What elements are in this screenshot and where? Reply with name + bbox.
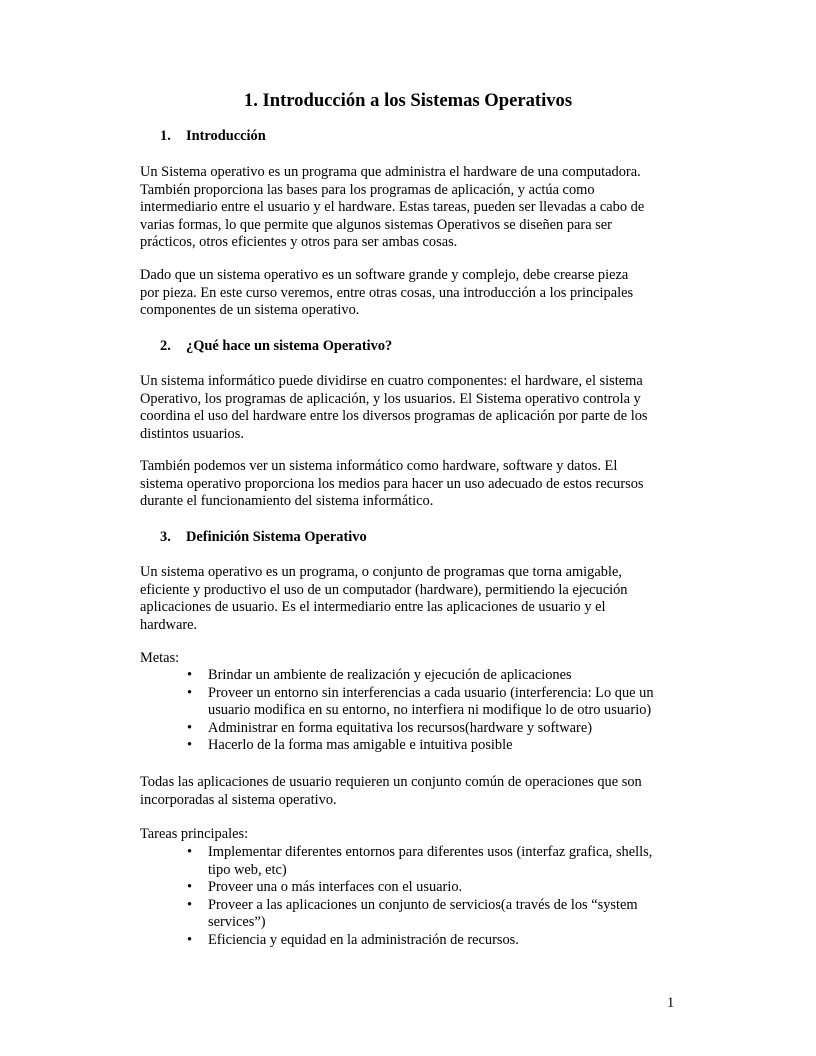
paragraph-intro-1	[140, 164, 680, 252]
text-line: También proporciona las bases para los programas de aplicación, y actúa como	[140, 181, 595, 198]
list-item	[0, 720, 654, 738]
bullet-icon: •	[187, 931, 193, 948]
text-line: Todas las aplicaciones de usuario requieren un conjunto común de operaciones que son	[140, 774, 642, 790]
text-line: componentes de un sistema operativo.	[140, 302, 360, 319]
text-line: services”)	[208, 914, 266, 931]
text-line: hardware.	[140, 616, 198, 633]
bullet-icon: •	[187, 719, 193, 736]
text-line: Eficiencia y equidad en la administración de recursos.	[208, 931, 519, 948]
text-line: Proveer a las aplicaciones un conjunto de servicios(a través de los “system	[208, 896, 638, 913]
tareas-list	[0, 844, 652, 950]
text-line: distintos usuarios.	[140, 425, 244, 442]
text-line: durante el funcionamiento del sistema informático.	[140, 493, 434, 510]
section-number: 1.	[160, 128, 171, 144]
text-line: Hacerlo de la forma mas amigable e intuitiva posible	[208, 737, 513, 754]
paragraph-def-2	[140, 774, 680, 809]
paragraph-intro-2	[140, 267, 680, 320]
paragraph-que-1	[140, 373, 680, 443]
text-line: usuario modifica en su entorno, no interfiera ni modifique lo de otro usuario)	[208, 702, 652, 719]
bullet-icon: •	[187, 844, 193, 860]
section-title: Introducción	[186, 128, 266, 144]
text-line: Administrar en forma equitativa los recursos(hardware y software)	[208, 719, 593, 736]
list-item	[0, 932, 652, 950]
tareas-label: Tareas principales:	[140, 826, 249, 842]
text-line: incorporadas al sistema operativo.	[140, 791, 337, 808]
list-item	[0, 685, 654, 720]
text-line: sistema operativo proporciona los medios para hacer un uso adecuado de estos recursos	[140, 475, 644, 492]
list-item	[0, 844, 652, 879]
bullet-icon: •	[187, 896, 193, 913]
metas-label: Metas:	[140, 650, 180, 666]
section-heading-2	[160, 338, 392, 356]
section-number: 2.	[160, 338, 171, 354]
text-line: prácticos, otros eficientes y otros para ser ambas cosas.	[140, 234, 458, 251]
section-title: Definición Sistema Operativo	[186, 529, 367, 545]
text-line: por pieza. En este curso veremos, entre otras cosas, una introducción a los principales	[140, 284, 634, 301]
section-heading-3	[160, 529, 367, 547]
text-line: Operativo, los programas de aplicación, y los usuarios. El Sistema operativo controla y	[140, 390, 641, 407]
list-item	[0, 879, 652, 897]
metas-list	[0, 667, 654, 755]
list-item	[0, 897, 652, 932]
section-heading-1	[160, 128, 266, 146]
page-number: 1	[667, 995, 675, 1011]
text-line: Brindar un ambiente de realización y ejecución de aplicaciones	[208, 667, 572, 683]
section-number: 3.	[160, 529, 171, 545]
text-line: Proveer un entorno sin interferencias a cada usuario (interferencia: Lo que un	[208, 684, 654, 701]
bullet-icon: •	[187, 684, 193, 701]
page-title: 1. Introducción a los Sistemas Operativos	[243, 90, 573, 111]
text-line: Implementar diferentes entornos para diferentes usos (interfaz grafica, shells,	[208, 844, 653, 860]
text-line: tipo web, etc)	[208, 861, 287, 878]
text-line: coordina el uso del hardware entre los diversos programas de aplicación por parte de los	[140, 408, 648, 425]
text-line: Proveer una o más interfaces con el usuario.	[208, 879, 463, 896]
text-line: Un sistema informático puede dividirse en cuatro componentes: el hardware, el sistema	[140, 373, 643, 389]
paragraph-def-1	[140, 564, 680, 634]
paragraph-que-2	[140, 458, 680, 511]
section-title: ¿Qué hace un sistema Operativo?	[186, 338, 393, 354]
bullet-icon: •	[187, 737, 193, 754]
text-line: intermediario entre el usuario y el hardware. Estas tareas, pueden ser llevadas a cabo de	[140, 199, 645, 216]
text-line: Un sistema operativo es un programa, o conjunto de programas que torna amigable,	[140, 564, 622, 580]
bullet-icon: •	[187, 667, 193, 683]
text-line: Un Sistema operativo es un programa que administra el hardware de una computadora.	[140, 164, 641, 180]
text-line: Dado que un sistema operativo es un software grande y complejo, debe crearse pieza	[140, 267, 629, 283]
bullet-icon: •	[187, 879, 193, 896]
text-line: eficiente y productivo el uso de un computador (hardware), permitiendo la ejecución	[140, 581, 628, 598]
text-line: También podemos ver un sistema informático como hardware, software y datos. El	[140, 458, 618, 474]
text-line: aplicaciones de usuario. Es el intermediario entre las aplicaciones de usuario y el	[140, 599, 606, 616]
text-line: varias formas, lo que permite que algunos sistemas Operativos se diseñen para ser	[140, 216, 612, 233]
list-item	[0, 737, 654, 755]
list-item	[0, 667, 654, 685]
